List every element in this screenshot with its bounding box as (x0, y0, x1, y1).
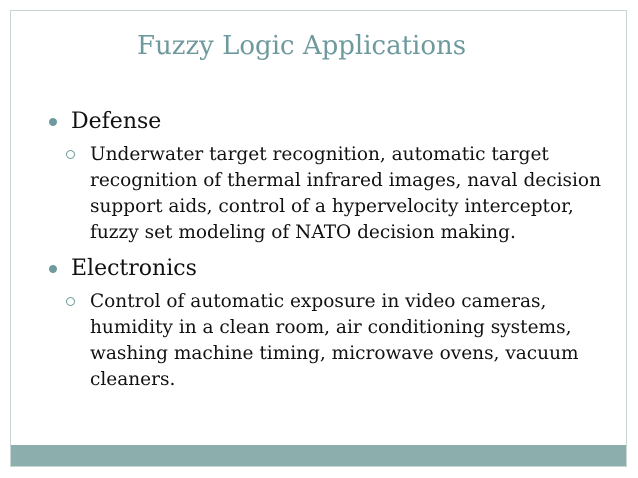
filled-bullet-icon (49, 118, 57, 126)
sub-bullet-defense (45, 142, 627, 246)
slide (10, 10, 627, 467)
slide-title: Fuzzy Logic Applications (137, 31, 467, 61)
sub-bullet-text: Control of automatic exposure in video cameras, humidity in a clean room, air conditioning systems, washing machine timing, microwave ovens, vacuum cleaners. (90, 291, 579, 390)
bullet-heading: Defense (71, 109, 162, 134)
sub-bullet-electronics (45, 289, 627, 393)
filled-bullet-icon (49, 265, 57, 273)
ring-bullet-icon (66, 297, 75, 306)
bullet-heading: Electronics (71, 256, 197, 281)
slide-content (45, 107, 627, 401)
sub-bullet-text: Underwater target recognition, automatic target recognition of thermal infrared images, naval decision support aids, control of a hypervelocity interceptor, fuzzy set modeling of NATO decision making. (90, 144, 601, 243)
ring-bullet-icon (66, 150, 75, 159)
footer-bar (11, 445, 626, 466)
bullet-defense (45, 107, 627, 136)
bullet-electronics (45, 254, 627, 283)
